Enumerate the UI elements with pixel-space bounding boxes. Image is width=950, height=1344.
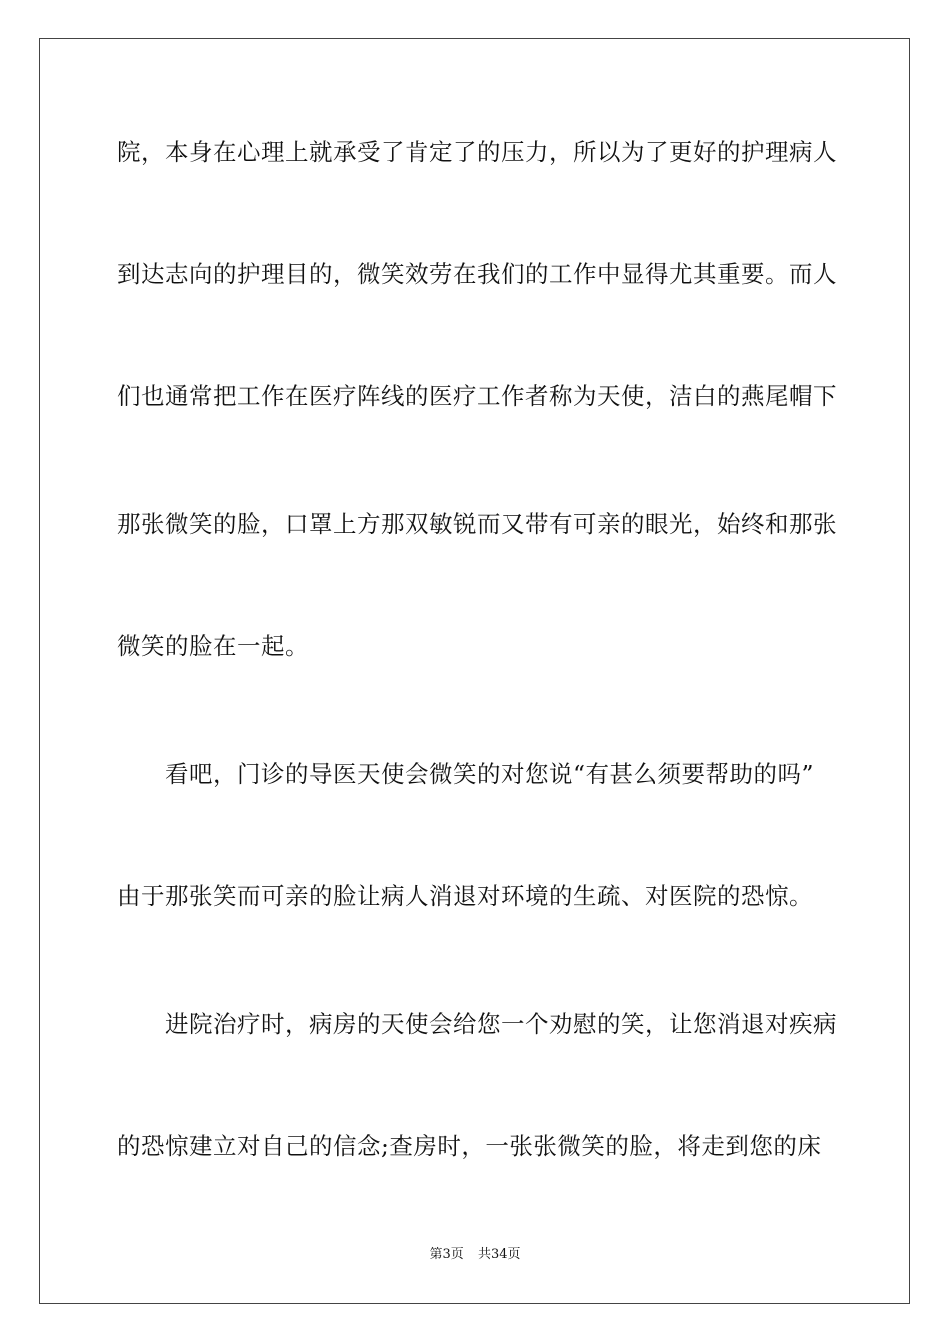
text-line-3: 们也通常把工作在医疗阵线的医疗工作者称为天使，洁白的燕尾帽下 bbox=[117, 382, 837, 410]
text-line-7: 由于那张笑而可亲的脸让病人消退对环境的生疏、对医院的恐惊。 bbox=[117, 882, 813, 910]
text-line-1: 院，本身在心理上就承受了肯定了的压力，所以为了更好的护理病人 bbox=[117, 138, 837, 166]
text-line-9: 的恐惊建立对自己的信念;查房时，一张张微笑的脸，将走到您的床 bbox=[117, 1132, 822, 1160]
total-pages: 共34页 bbox=[477, 1247, 521, 1262]
text-line-8: 进院治疗时，病房的天使会给您一个劝慰的笑，让您消退对疾病 bbox=[165, 1010, 837, 1038]
page-border bbox=[39, 38, 910, 1304]
text-line-6: 看吧，门诊的导医天使会微笑的对您说“有甚么须要帮助的吗” bbox=[165, 760, 815, 788]
page-footer bbox=[0, 1246, 950, 1264]
text-line-5: 微笑的脸在一起。 bbox=[117, 632, 309, 660]
text-line-2: 到达志向的护理目的，微笑效劳在我们的工作中显得尤其重要。而人 bbox=[117, 260, 837, 288]
text-line-4: 那张微笑的脸，口罩上方那双敏锐而又带有可亲的眼光，始终和那张 bbox=[117, 510, 837, 538]
page-number: 第3页 bbox=[429, 1247, 464, 1262]
